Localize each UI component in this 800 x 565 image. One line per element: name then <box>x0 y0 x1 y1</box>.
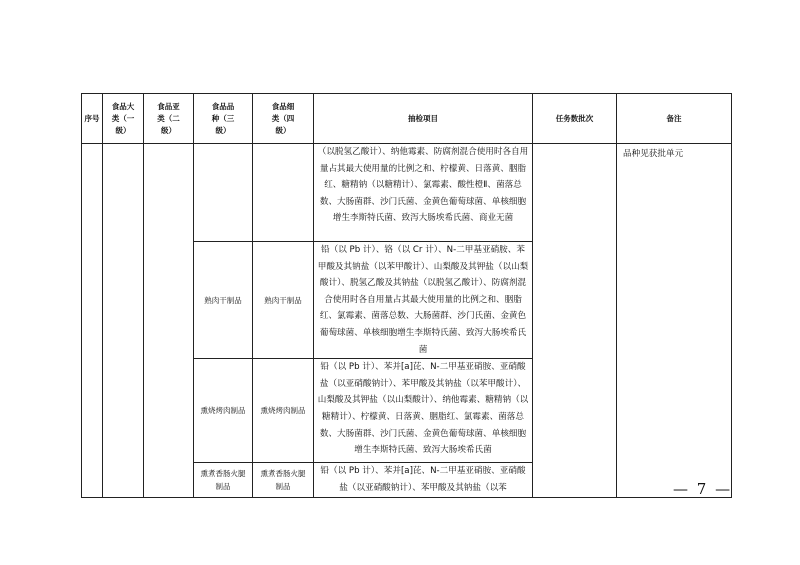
cell-cat4 <box>253 144 314 242</box>
header-items: 抽检项目 <box>314 94 533 144</box>
cell-remark: 品种见获批单元 <box>617 144 732 498</box>
cell-cat3: 熏烧烤肉制品 <box>194 359 253 463</box>
cell-batches <box>533 144 617 498</box>
header-cat2: 食品亚类（二级） <box>144 94 194 144</box>
cell-items: （以脱氢乙酸计）、纳他霉素、防腐剂混合使用时各自用量占其最大使用量的比例之和、柠檬黄、日落黄、胭脂红、糖精钠（以糖精计）、氯霉素、酸性橙Ⅱ、菌落总数、大肠菌群、沙门氏菌、金黄色葡萄球菌、单核细胞增生李斯特氏菌、致泻大肠埃希氏菌、商业无菌 <box>314 144 533 242</box>
cell-items: 铅（以 Pb 计）、苯并[a]芘、N-二甲基亚硝胺、亚硝酸盐（以亚硝酸钠计）、苯甲酸及其钠盐（以苯 <box>314 463 533 498</box>
header-cat4: 食品细类（四级） <box>253 94 314 144</box>
cell-cat3: 熏煮香肠火腿制品 <box>194 463 253 498</box>
cell-items: 铅（以 Pb 计）、苯并[a]芘、N-二甲基亚硝胺、亚硝酸盐（以亚硝酸钠计）、苯甲酸及其钠盐（以苯甲酸计）、山梨酸及其钾盐（以山梨酸计）、纳他霉素、糖精钠（以糖精计）、柠檬黄、日落黄、胭脂红、氯霉素、菌落总数、大肠菌群、沙门氏菌、金黄色葡萄球菌、单核细胞增生李斯特氏菌、致泻大肠埃希氏菌 <box>314 359 533 463</box>
cell-cat4: 熏烧烤肉制品 <box>253 359 314 463</box>
table-header-row <box>82 94 732 144</box>
header-cat3: 食品品种（三级） <box>194 94 253 144</box>
header-cat1: 食品大类（一级） <box>103 94 144 144</box>
cell-index <box>82 144 103 498</box>
header-batches: 任务数批次 <box>533 94 617 144</box>
cell-cat3: 熟肉干制品 <box>194 242 253 359</box>
header-index: 序号 <box>82 94 103 144</box>
cell-cat1 <box>103 144 144 498</box>
cell-cat3 <box>194 144 253 242</box>
cell-cat2 <box>144 144 194 498</box>
inspection-table <box>81 93 732 498</box>
cell-cat4: 熏煮香肠火腿制品 <box>253 463 314 498</box>
table-row <box>82 144 732 242</box>
cell-items: 铅（以 Pb 计）、铬（以 Cr 计）、N-二甲基亚硝胺、苯甲酸及其钠盐（以苯甲酸计）、山梨酸及其钾盐（以山梨酸计）、脱氢乙酸及其钠盐（以脱氢乙酸计）、防腐剂混合使用时各自用量占其最大使用量的比例之和、胭脂红、氯霉素、菌落总数、大肠菌群、沙门氏菌、金黄色葡萄球菌、单核细胞增生李斯特氏菌、致泻大肠埃希氏菌 <box>314 242 533 359</box>
page-number: — 7 — <box>673 480 733 498</box>
header-remark: 备注 <box>617 94 732 144</box>
cell-cat4: 熟肉干制品 <box>253 242 314 359</box>
